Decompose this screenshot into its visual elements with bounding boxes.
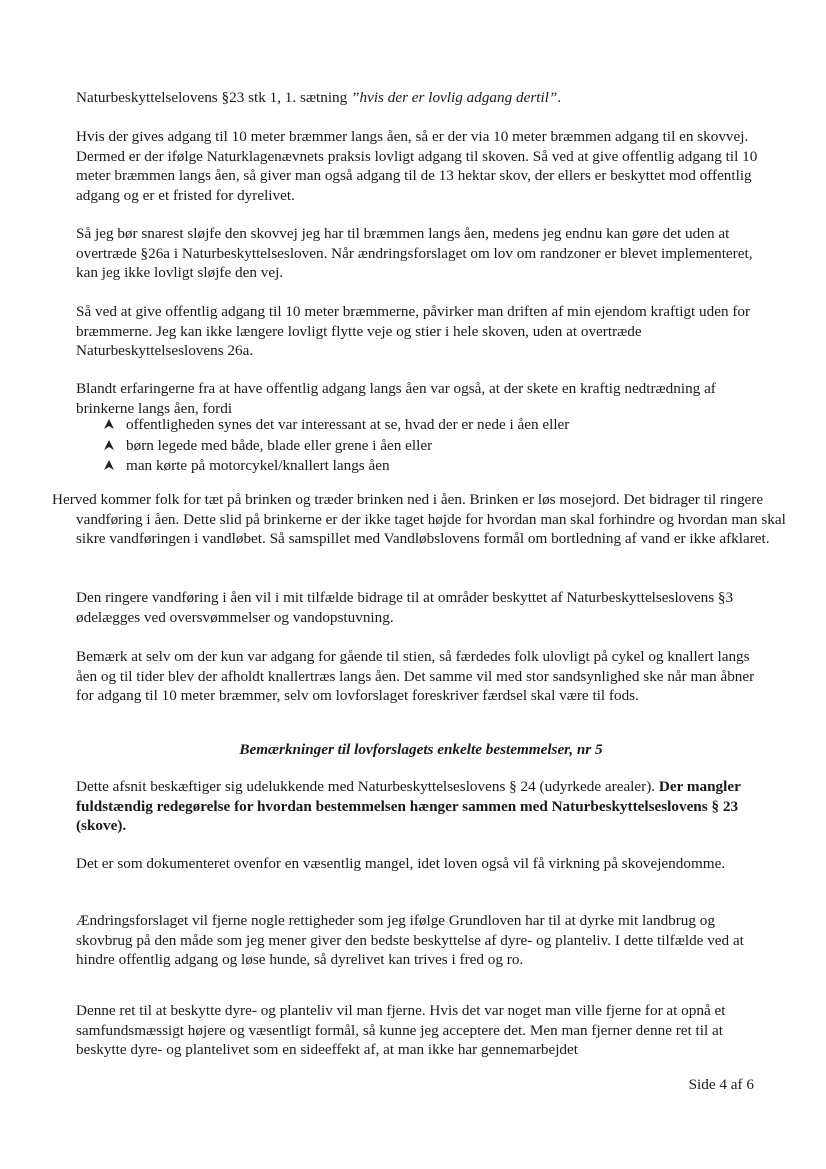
- bullet-text: man kørte på motorcykel/knallert langs åen: [126, 457, 390, 474]
- paragraph-section-24: [76, 777, 766, 836]
- page-number: Side 4 af 6: [688, 1076, 754, 1093]
- section-24-text: Dette afsnit beskæftiger sig udelukkende med Naturbeskyttelseslovens § 24 (udyrkede arealer).: [76, 778, 659, 795]
- citation-quote: ”hvis der er lovlig adgang dertil”: [351, 89, 558, 106]
- paragraph-forest-road: Så jeg bør snarest sløjfe den skovvej jeg har til bræmmen langs åen, medens jeg endnu kan gøre det uden at overtræde §26a i Naturbeskyttelsesloven. Når ændringsforslaget om lov om randzoner er blevet implementeret, kan jeg ikke lovligt sløjfe den vej.: [76, 225, 753, 281]
- section-24-emphasis: Der mangler fuldstændig redegørelse for hvordan bestemmelsen hænger sammen med Naturbeskyttelseslovens § 23 (skove).: [76, 778, 741, 834]
- paragraph-citation: [76, 88, 766, 108]
- list-item: [102, 436, 742, 457]
- paragraph-water-flow: Den ringere vandføring i åen vil i mit tilfælde bidrage til at områder beskyttet af Naturbeskyttelseslovens §3 ødelægges ved oversvømmelser og vandopstuvning.: [76, 589, 734, 626]
- arrowhead-bullet-icon: [102, 415, 116, 434]
- paragraph-access-via-buffer: Hvis der gives adgang til 10 meter bræmmer langs åen, så er der via 10 meter bræmmen adgang til en skovvej. Dermed er der ifølge Naturklagenævnets praksis lovligt adgang til skoven. Så ved at give offentlig adgang til 10 meter bræmmen langs åen, så giver man også adgang til de 13 hektar skov, der ellers er beskyttet mod offentlig adgang og er et fristed for dyrelivet.: [76, 128, 758, 204]
- paragraph-material-defect: Det er som dokumenteret ovenfor en væsentlig mangel, idet loven også vil få virkning på skovejendomme.: [76, 855, 726, 872]
- paragraph-constitution-rights: Ændringsforslaget vil fjerne nogle rettigheder som jeg ifølge Grundloven har til at dyrke mit landbrug og skovbrug på den måde som jeg mener giver den bedste beskyttelse af dyre- og planteliv. I dette tilfælde ved at hindre offentlig adgang og løse hunde, så dyrelivet kan trives i fred og ro.: [76, 912, 744, 968]
- arrowhead-bullet-icon: [102, 436, 116, 455]
- bullet-text: børn legede med både, blade eller grene i åen eller: [126, 436, 433, 454]
- paragraph-riverbank: Herved kommer folk for tæt på brinken og træder brinken ned i åen. Brinken er løs mosejord. Det bidrager til ringere vandføring i åen. Dette slid på brinkerne er der ikke taget højde for hvordan man skal forhindre og hvordan man skal sikre vandføringen i vandløbet. Så samspillet med Vandløbslovens formål om bortledning af vand er ikke afklaret.: [52, 491, 786, 547]
- list-item: [102, 456, 742, 477]
- citation-end: .: [557, 89, 562, 106]
- list-item: [102, 415, 742, 436]
- bullet-list: [102, 415, 742, 477]
- paragraph-illegal-traffic: Bemærk at selv om der kun var adgang for gående til stien, så færdedes folk ulovligt på cykel og knallert langs åen og til tider blev der afholdt knallertræs langs åen. Det samme vil med stor sandsynlighed ske når man åbner for adgang til 10 meter bræmmer, selv om lovforslaget foreskriver færdsel skal være til fods.: [76, 648, 755, 704]
- bullet-text: offentligheden synes det var interessant at se, hvad der er nede i åen eller: [126, 416, 570, 433]
- section-heading: Bemærkninger til lovforslagets enkelte bestemmelser, nr 5: [239, 741, 603, 758]
- paragraph-protect-wildlife: Denne ret til at beskytte dyre- og planteliv vil man fjerne. Hvis det var noget man ville fjerne for at opnå et samfundsmæssigt højere og væsentligt formål, så kunne jeg acceptere det. Men man fjerner denne ret til at beskytte dyre- og plantelivet som en sideeffekt af, at man ikke har gennemarbejdet: [76, 1002, 726, 1058]
- citation-text: Naturbeskyttelselovens §23 stk 1, 1. sætning: [76, 89, 352, 106]
- arrowhead-bullet-icon: [102, 456, 116, 475]
- paragraph-trampling: Blandt erfaringerne fra at have offentlig adgang langs åen var også, at der skete en kraftig nedtrædning af brinkerne langs åen, fordi: [76, 380, 716, 417]
- paragraph-operations-impact: Så ved at give offentlig adgang til 10 meter bræmmerne, påvirker man driften af min ejendom kraftigt uden for bræmmerne. Jeg kan ikke længere lovligt flytte veje og stier i hele skoven, uden at overtræde Naturbeskyttelseslovens 26a.: [76, 303, 751, 359]
